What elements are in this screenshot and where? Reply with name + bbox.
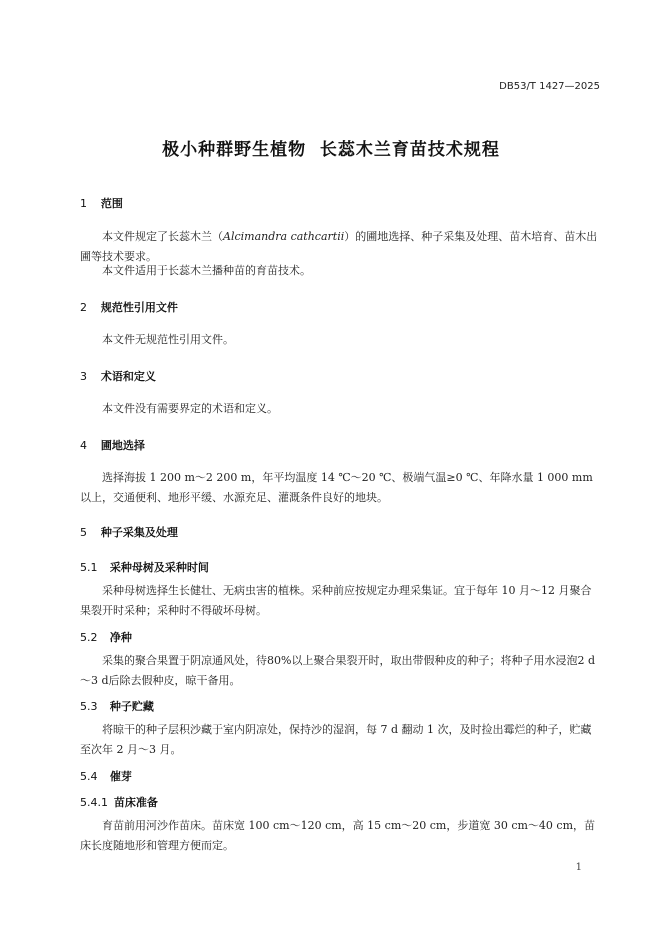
seed-storage-paragraph: 将晾干的种子层积沙藏于室内阴凉处，保持沙的湿润，每 7 d 翻动 1 次，及时捡出霉烂的种子，贮藏至次年 2 月～3 月。 — [80, 723, 592, 756]
section-title: 种子采集及处理 — [100, 526, 178, 539]
section-number: 4 — [80, 439, 87, 452]
section-number: 5.1 — [80, 561, 98, 574]
scope-text-b: ）的圃地选择、种子采集及处理、苗木培育、苗木出圃等技术要求。 — [80, 230, 598, 263]
section-title: 圃地选择 — [100, 439, 145, 452]
nursery-site-paragraph: 选择海拔 1 200 m～2 200 m，年平均温度 14 ℃～20 ℃、极端气温≥0 ℃、年降水量 1 000 mm以上，交通便利、地形平缓、水源充足、灌溉条件良好的地块。 — [80, 471, 593, 504]
section-number: 5.2 — [80, 631, 98, 644]
subsection-heading-5-2 — [80, 629, 132, 645]
scope-paragraph-2: 本文件适用于长蕊木兰播种苗的育苗技术。 — [102, 264, 311, 277]
page-number: 1 — [575, 862, 582, 873]
section-title: 规范性引用文件 — [100, 301, 178, 314]
section-title: 采种母树及采种时间 — [109, 561, 209, 574]
terms-paragraph: 本文件没有需要界定的术语和定义。 — [102, 402, 278, 415]
section-title: 净种 — [109, 631, 132, 644]
document-code: DB53/T 1427—2025 — [499, 81, 600, 92]
section-heading-2 — [80, 299, 178, 315]
section-number: 5.4.1 — [80, 796, 108, 809]
subsection-heading-5-3 — [80, 698, 154, 714]
section-title: 术语和定义 — [100, 370, 156, 383]
seed-tree-paragraph: 采种母树选择生长健壮、无病虫害的植株。采种前应按规定办理采集证。宜于每年 10 月～12 月聚合果裂开时采种；采种时不得破坏母树。 — [80, 584, 592, 617]
seed-cleaning-paragraph: 采集的聚合果置于阴凉通风处，待80%以上聚合果裂开时，取出带假种皮的种子；将种子用水浸泡2 d～3 d后除去假种皮，晾干备用。 — [80, 654, 595, 687]
seedbed-paragraph: 育苗前用河沙作苗床。苗床宽 100 cm～120 cm，高 15 cm～20 cm，步道宽 30 cm～40 cm，苗床长度随地形和管理方便而定。 — [80, 819, 595, 852]
section-heading-5 — [80, 524, 178, 540]
references-paragraph: 本文件无规范性引用文件。 — [102, 333, 234, 346]
section-title: 范围 — [100, 197, 123, 210]
section-number: 5.3 — [80, 700, 98, 713]
section-number: 5 — [80, 526, 87, 539]
section-number: 2 — [80, 301, 87, 314]
section-heading-4 — [80, 437, 145, 453]
section-heading-1 — [80, 195, 123, 211]
document-title: 极小种群野生植物 长蕊木兰育苗技术规程 — [162, 140, 500, 160]
section-title: 种子贮藏 — [109, 700, 154, 713]
scope-text-a: 本文件规定了长蕊木兰（ — [102, 230, 223, 243]
section-title: 苗床准备 — [113, 796, 158, 809]
section-title: 催芽 — [109, 770, 132, 783]
section-number: 5.4 — [80, 770, 98, 783]
subsection-heading-5-4-1 — [80, 794, 158, 810]
section-number: 1 — [80, 197, 87, 210]
subsection-heading-5-4 — [80, 768, 132, 784]
subsection-heading-5-1 — [80, 559, 209, 575]
section-number: 3 — [80, 370, 87, 383]
section-heading-3 — [80, 368, 156, 384]
latin-name: Alcimandra cathcartii — [223, 230, 345, 243]
